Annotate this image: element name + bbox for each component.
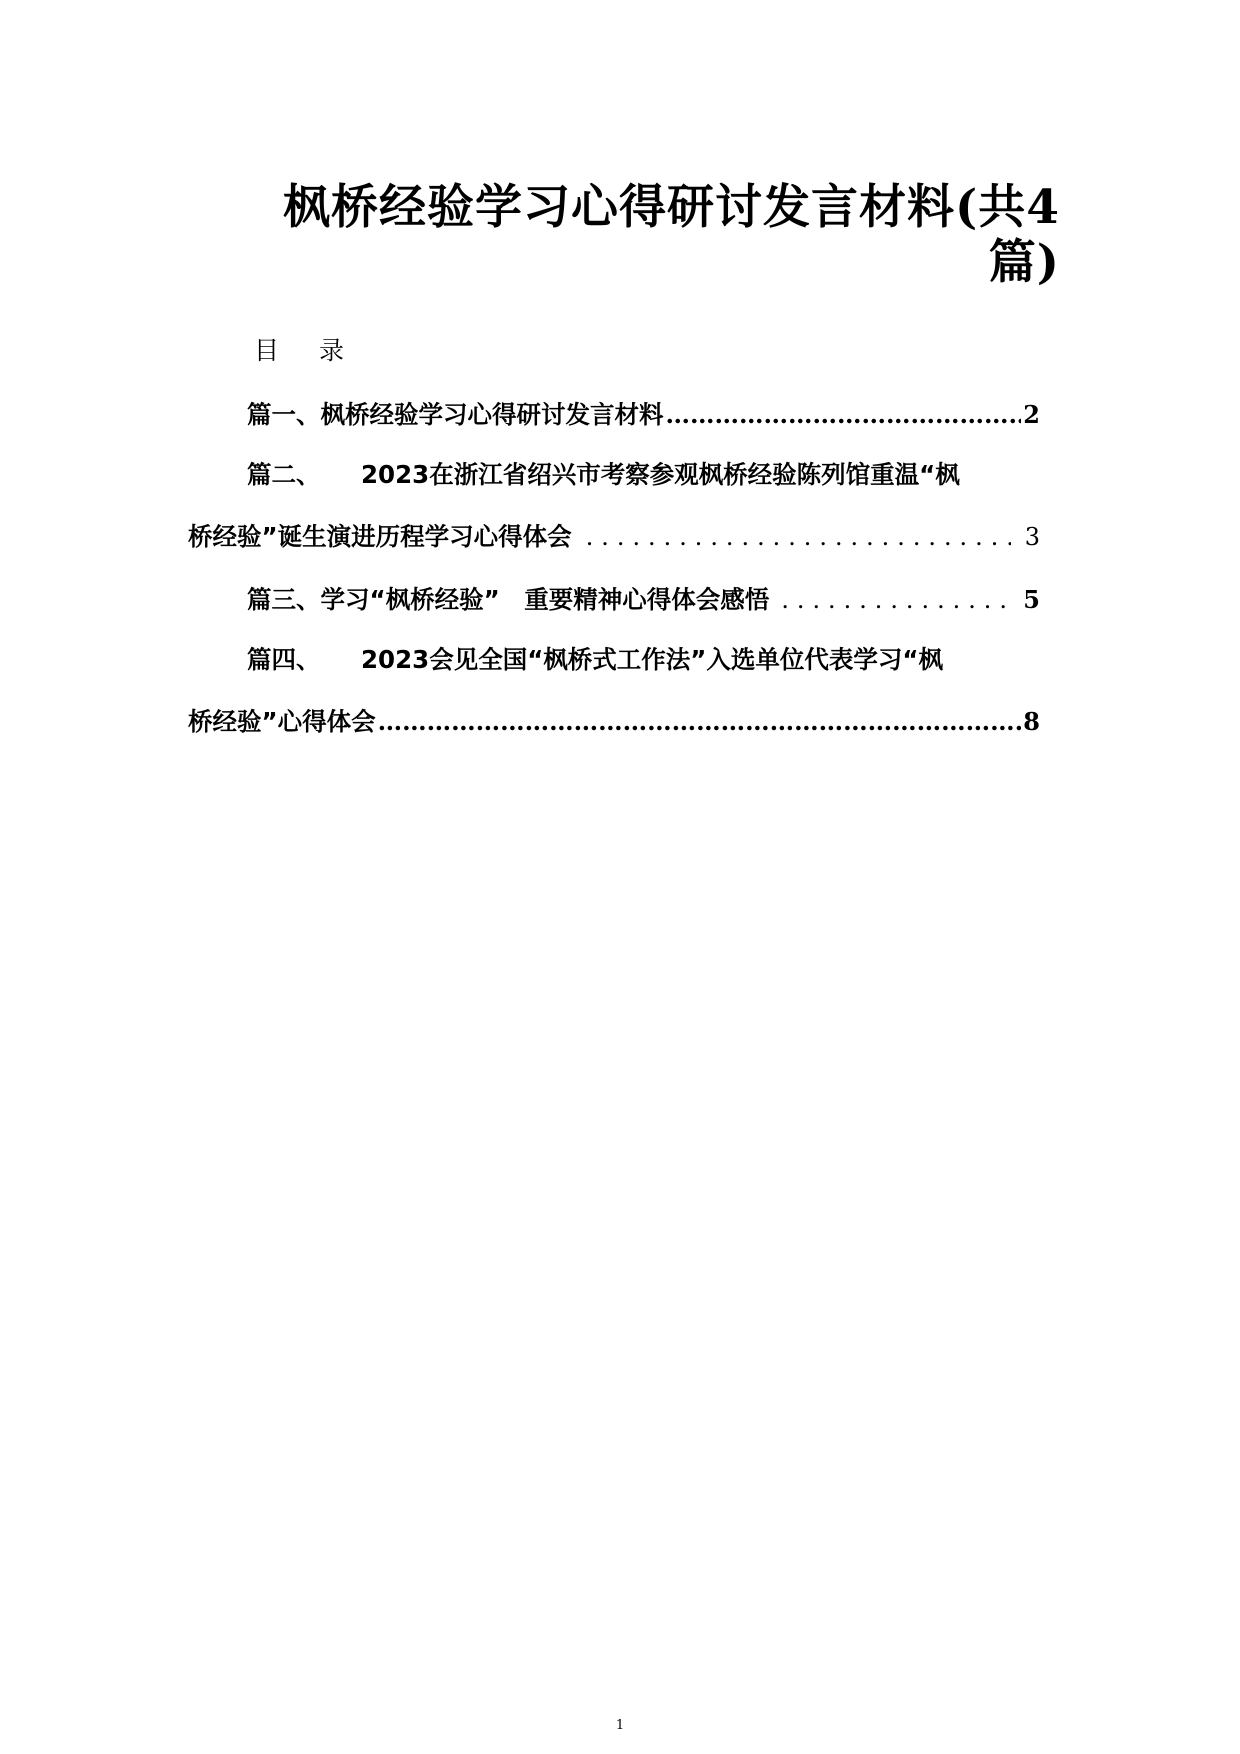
toc-entry-number: 篇四、 — [247, 645, 321, 674]
toc-entry-text: 枫桥经验学习心得研讨发言材料 — [320, 400, 664, 429]
toc-heading-char-2: 录 — [319, 336, 345, 365]
toc-entry-number: 篇一、 — [247, 400, 321, 429]
toc-entry-4-line-2[interactable] — [188, 699, 1040, 739]
toc-entry-2-line-2[interactable] — [188, 514, 1040, 554]
toc-entry-text: 桥经验”心得体会 — [188, 707, 376, 736]
toc-entry-page: 8 — [1023, 707, 1040, 736]
toc-entry-text: 2023在浙江省绍兴市考察参观枫桥经验陈列馆重温“枫 — [361, 460, 960, 489]
toc-heading — [254, 334, 344, 368]
document-title: 枫桥经验学习心得研讨发言材料(共4篇) — [283, 180, 1060, 290]
toc-entry-text: 2023会见全国“枫桥式工作法”入选单位代表学习“枫 — [361, 645, 943, 674]
toc-leader-dots — [666, 398, 1022, 432]
toc-leader-dots — [378, 705, 1022, 739]
toc-heading-char-1: 目 — [254, 336, 280, 365]
toc-leader-dots — [781, 583, 1017, 617]
toc-entry-number: 篇二、 — [247, 460, 321, 489]
toc-entry-3[interactable] — [247, 577, 1040, 617]
toc-entry-page: 3 — [1024, 523, 1040, 551]
toc-entry-number: 篇三、 — [247, 585, 321, 614]
toc-entry-1[interactable] — [247, 392, 1040, 432]
toc-entry-2-line-1[interactable] — [247, 452, 1040, 492]
page-number: 1 — [615, 1718, 625, 1733]
toc-entry-4-line-1[interactable] — [247, 637, 1040, 677]
toc-entry-text: 学习“枫桥经验” 重要精神心得体会感悟 — [320, 585, 770, 614]
toc-entry-page: 5 — [1023, 585, 1040, 614]
toc-entry-page: 2 — [1023, 400, 1040, 429]
toc-entry-text: 桥经验”诞生演进历程学习心得体会 — [188, 522, 572, 551]
toc-leader-dots — [586, 520, 1011, 554]
